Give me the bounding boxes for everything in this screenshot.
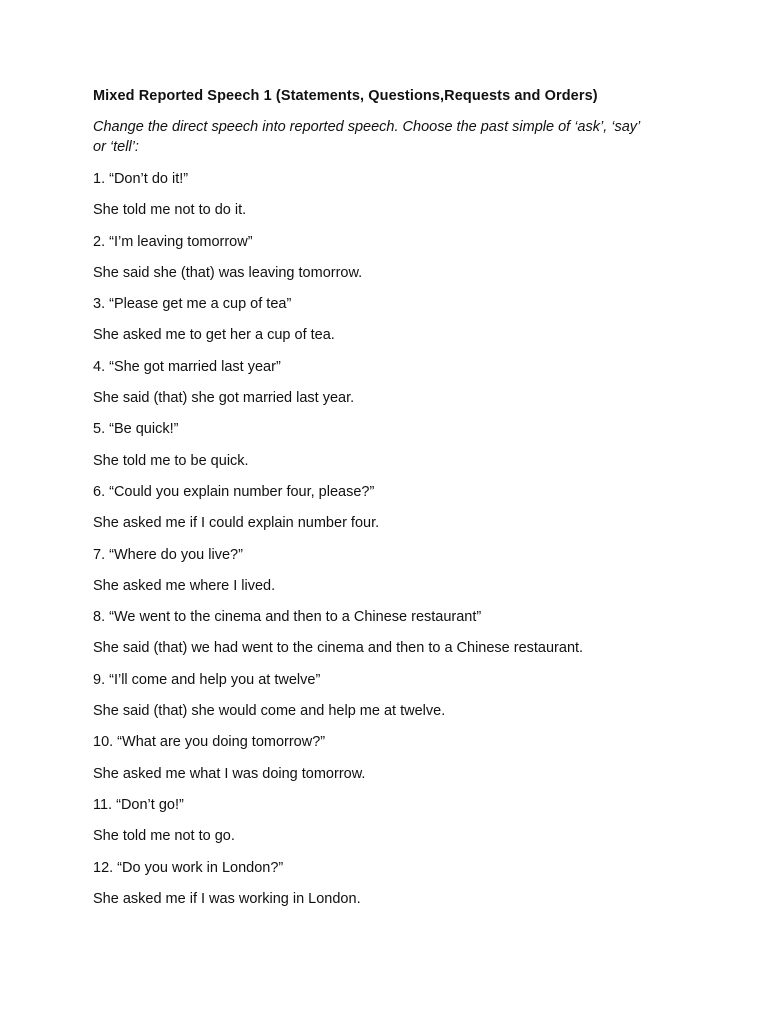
page-title: Mixed Reported Speech 1 (Statements, Questions,Requests and Orders) [93,88,598,104]
list-item [93,607,733,658]
exercise-list [93,169,733,909]
direct-speech: 10. “What are you doing tomorrow?” [93,734,326,751]
document-content [93,86,733,920]
list-item [93,169,733,220]
direct-speech: 12. “Do you work in London?” [93,859,284,876]
list-item [93,294,733,345]
reported-speech: She said she (that) was leaving tomorrow. [93,264,363,281]
list-item [93,482,733,533]
reported-speech: She asked me what I was doing tomorrow. [93,765,366,782]
list-item [93,232,733,283]
list-item [93,670,733,721]
direct-speech: 5. “Be quick!” [93,421,179,438]
direct-speech: 4. “She got married last year” [93,358,281,375]
reported-speech: She asked me if I could explain number four. [93,515,380,532]
direct-speech: 7. “Where do you live?” [93,546,243,563]
reported-speech: She told me not to go. [93,828,235,845]
reported-speech: She told me to be quick. [93,452,249,469]
reported-speech: She told me not to do it. [93,202,247,219]
instructions: Change the direct speech into reported speech. Choose the past simple of ‘ask’, ‘say’ or ‘tell’: [93,119,640,155]
reported-speech: She asked me where I lived. [93,577,276,594]
direct-speech: 8. “We went to the cinema and then to a Chinese restaurant” [93,609,482,626]
reported-speech: She asked me if I was working in London. [93,890,361,907]
reported-speech: She said (that) she would come and help me at twelve. [93,703,446,720]
list-item [93,419,733,470]
direct-speech: 3. “Please get me a cup of tea” [93,296,292,313]
direct-speech: 2. “I’m leaving tomorrow” [93,233,253,250]
list-item [93,732,733,783]
direct-speech: 9. “I’ll come and help you at twelve” [93,671,321,688]
reported-speech: She said (that) we had went to the cinema and then to a Chinese restaurant. [93,640,584,657]
list-item [93,795,733,846]
list-item [93,858,733,909]
direct-speech: 6. “Could you explain number four, please?” [93,483,375,500]
reported-speech: She asked me to get her a cup of tea. [93,327,335,344]
list-item [93,357,733,408]
direct-speech: 11. “Don’t go!” [93,796,184,813]
reported-speech: She said (that) she got married last year. [93,390,355,407]
direct-speech: 1. “Don’t do it!” [93,171,189,187]
list-item [93,545,733,596]
